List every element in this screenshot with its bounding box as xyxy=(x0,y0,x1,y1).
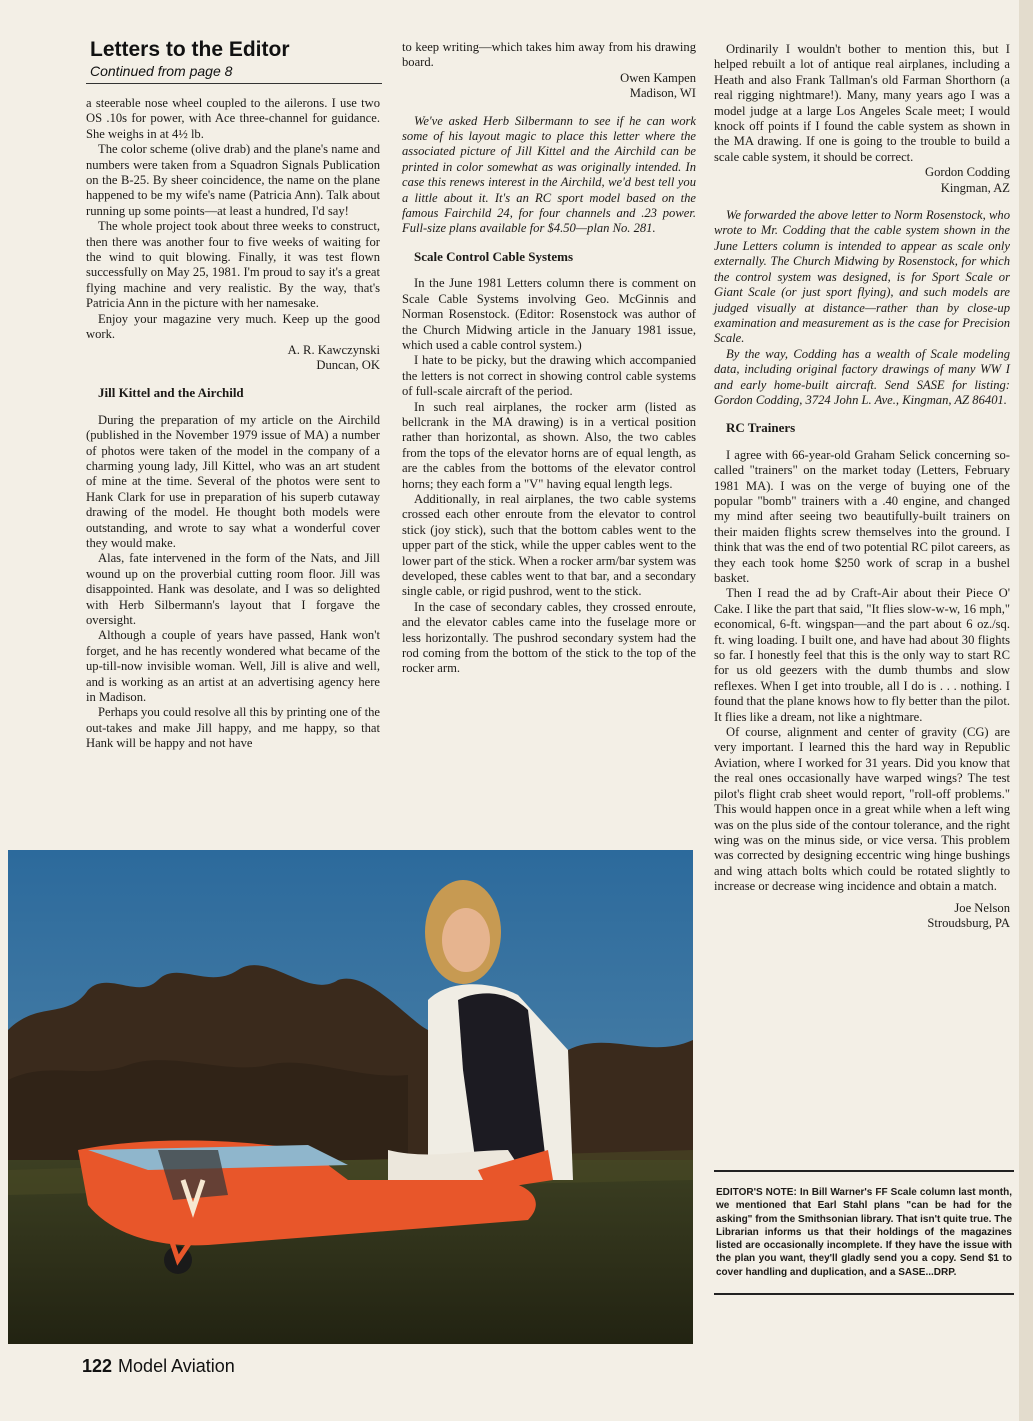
letter-signature xyxy=(402,71,696,102)
section-heading: Jill Kittel and the Airchild xyxy=(98,385,244,401)
letter-signature xyxy=(86,343,380,374)
page-footer xyxy=(82,1356,235,1377)
signature-place: Madison, WI xyxy=(629,86,696,101)
page-edge-shadow xyxy=(1019,0,1033,1421)
editors-note-box: EDITOR'S NOTE: In Bill Warner's FF Scale column last month, we mentioned that Earl Stahl plans "can be had for the asking" from the Smithsonian library. That isn't quite true. The Librarian informs us that their holdings of the magazines listed are occasionally incomplete. If they have the issue with the plan you want, they'll gladly send you a copy. Send $1 to cover handling and duplication, and a SASE...DRP. xyxy=(714,1170,1014,1295)
paragraph: I hate to be picky, but the drawing which accompanied the letters is not correct in showing control cable systems of full-scale aircraft of the period. xyxy=(402,353,696,399)
signature-place: Duncan, OK xyxy=(316,357,380,372)
paragraph: Alas, fate intervened in the form of the Nats, and Jill wound up on the proverbial cutting room floor. Jill was disappointed. Hank was desolate, and I was so delighted with Herb Silbermann's layout that I forgave the oversight. xyxy=(86,551,380,627)
photo-woman-with-model-airplane xyxy=(8,850,693,1344)
signature-place: Kingman, AZ xyxy=(940,180,1010,195)
title-rule xyxy=(86,83,382,84)
section-heading: Scale Control Cable Systems xyxy=(414,248,574,264)
column-1 xyxy=(86,96,380,752)
editor-reply: We forwarded the above letter to Norm Rosenstock, who wrote to Mr. Codding that the cable system shown in the June Letters column is intended to appear as scale only externally. The Church Midwing by Rosenstock, for which the control system was designed, is for Sport Scale or Giant Scale (or just sport flying), and such models are judged visually at distance—rather than by close-up examination and measurement as is the case for Precision Scale. xyxy=(714,208,1010,346)
paragraph: a steerable nose wheel coupled to the ailerons. I use two OS .10s for power, with Ace three-channel for guidance. She weighs in at 4½ lb. xyxy=(86,96,380,141)
page-number: 122 xyxy=(82,1356,113,1376)
section-heading: RC Trainers xyxy=(726,420,796,436)
letter-signature xyxy=(714,901,1010,932)
paragraph: The whole project took about three weeks to construct, then there was another four to five weeks of waiting for the wind to quit blowing. Finally, it was test flown successfully on May 25, 1981. I'm proud to say it's a great flying machine and very realistic. By the way, that's Patricia Ann in the picture with her namesake. xyxy=(86,219,380,311)
paragraph: During the preparation of my article on the Airchild (published in the November 1979 issue of MA) a number of photos were taken of the model in the company of a charming young lady, Jill Kittel, who was an art student of mine at the time. Several of the photos were sent to Hank Clark for use in preparation of his superb cutaway drawing of the model. He thought both models were outstanding, and wrote to say what a wonderful cover they would make. xyxy=(86,412,380,550)
paragraph: Additionally, in real airplanes, the two cable systems crossed each other enroute from the elevator to control stick (joy stick), such that the bottom cables went to the upper part of the stick, while the upper cables went to the lower part of the stick. When a rocker arm/bar system was developed, these cables went to that bar, and a secondary single cable, or rigid pushrod, went to the stick. xyxy=(402,491,696,599)
page-subtitle: Continued from page 8 xyxy=(90,63,233,79)
magazine-name: Model Aviation xyxy=(118,1356,235,1376)
column-3 xyxy=(714,42,1010,931)
signature-name: A. R. Kawczynski xyxy=(287,342,380,357)
signature-place: Stroudsburg, PA xyxy=(927,915,1010,930)
paragraph: to keep writing—which takes him away from his drawing board. xyxy=(402,40,696,70)
editor-reply: We've asked Herb Silbermann to see if he can work some of his layout magic to place this letter where the associated picture of Jill Kittel and the Airchild can be printed in color somewhat as was originally intended. In case this renews interest in the Airchild, we'd best tell you a little about it. It's an RC sport model based on the famous Fairchild 24, for four channels and .23 power. Full-size plans available for $4.50—plan No. 281. xyxy=(402,113,696,236)
letter-signature xyxy=(714,165,1010,196)
paragraph: Perhaps you could resolve all this by printing one of the out-takes and make Jill happy, and me happy, so that Hank will be happy and not have xyxy=(86,705,380,751)
paragraph: Then I read the ad by Craft-Air about their Piece O' Cake. I like the part that said, "It flies slow-w-w, 16 mph," economical, 6-ft. wingspan—and the part about 6 oz./sq. ft. wing loading. I built one, and have had about 30 flights so far. I honestly feel that this is the only way to start RC for us old geezers with the dumb thumbs and slow reflexes. When I get into trouble, all I do is . . . nothing. I found that the plane knows how to fly better than the pilot. It flies like a dream, not like a nightmare. xyxy=(714,586,1010,724)
column-2 xyxy=(402,40,696,677)
paragraph: Ordinarily I wouldn't bother to mention this, but I helped rebuilt a lot of antique real airplanes, including a Heath and also Frank Tallman's old Farman Shorthorn (a real rigging nightmare!). Many, many years ago I was a model judge at a large Los Angeles Scale meet; I would knock off points if I found the cable system as shown in the MA drawing. If one is going to the trouble to build a scale cable system, it should be correct. xyxy=(714,42,1010,164)
paragraph: In the June 1981 Letters column there is comment on Scale Cable Systems involving Geo. McGinnis and Norman Rosenstock. (Editor: Rosenstock was author of the Church Midwing article in the January 1981 issue, which used a cable control system.) xyxy=(402,276,696,352)
page-title: Letters to the Editor xyxy=(90,38,290,61)
signature-name: Owen Kampen xyxy=(620,70,696,85)
signature-name: Gordon Codding xyxy=(924,165,1010,180)
paragraph: I agree with 66-year-old Graham Selick concerning so-called "trainers" on the market today (Letters, February 1981 MA). I was on the verge of buying one of the popular "bomb" trainers with a .40 engine, and changed my mind after seeing two beautifully-built trainers on their maiden flights screw themselves into the ground. I think that was the end of two potential RC pilot careers, as they each took home $250 work of scrap in a bushel basket. xyxy=(714,447,1010,585)
editor-reply: By the way, Codding has a wealth of Scale modeling data, including original factory drawings of many WW I and early home-built aircraft. Send SASE for listing: Gordon Codding, 3724 John L. Ave., Kingman, AZ 86401. xyxy=(714,346,1010,407)
signature-name: Joe Nelson xyxy=(954,900,1010,915)
paragraph: Enjoy your magazine very much. Keep up the good work. xyxy=(86,311,380,342)
paragraph: Of course, alignment and center of gravity (CG) are very important. I learned this the hard way in Republic Aviation, where I worked for 31 years. Did you know that the real ones occasionally have warped wings? The test pilot's flight crab sheet would report, "roll-off problems." This would happen once in a great while when a left wing was on the plus side of the contour tolerance, and the right wing was on the minus side, or vice versa. This problem was corrected by designing eccentric wing hinge bushings and wing attach bolts which could be rotated slightly to increase or decrease wing incidence and obtain a match. xyxy=(714,725,1010,894)
paragraph: In the case of secondary cables, they crossed enroute, and the elevator cables came into the fuselage more or less horizontally. The pushrod secondary system had the rod coming from the bottom of the stick to the top of the rocker arm. xyxy=(402,599,696,676)
paragraph: In such real airplanes, the rocker arm (listed as bellcrank in the MA drawing) is in a vertical position rather than horizontal, as shown. Also, the two cables from the tops of the elevator horns are of equal length, as are the cables from the bottoms of the elevator control horns; they each form a "V" having equal length legs. xyxy=(402,399,696,491)
paragraph: Although a couple of years have passed, Hank won't forget, and he has recently wondered what became of the up-till-now invisible woman. Well, Jill is alive and well, and is working as an artist at an advertising agency here in Madison. xyxy=(86,628,380,705)
paragraph: The color scheme (olive drab) and the plane's name and numbers were taken from a Squadron Signals Publication on the B-25. By sheer coincidence, the name on the plane happened to be my wife's name (Patricia Ann). Talk about running up some points—at least a hundred, I'd say! xyxy=(86,142,380,218)
